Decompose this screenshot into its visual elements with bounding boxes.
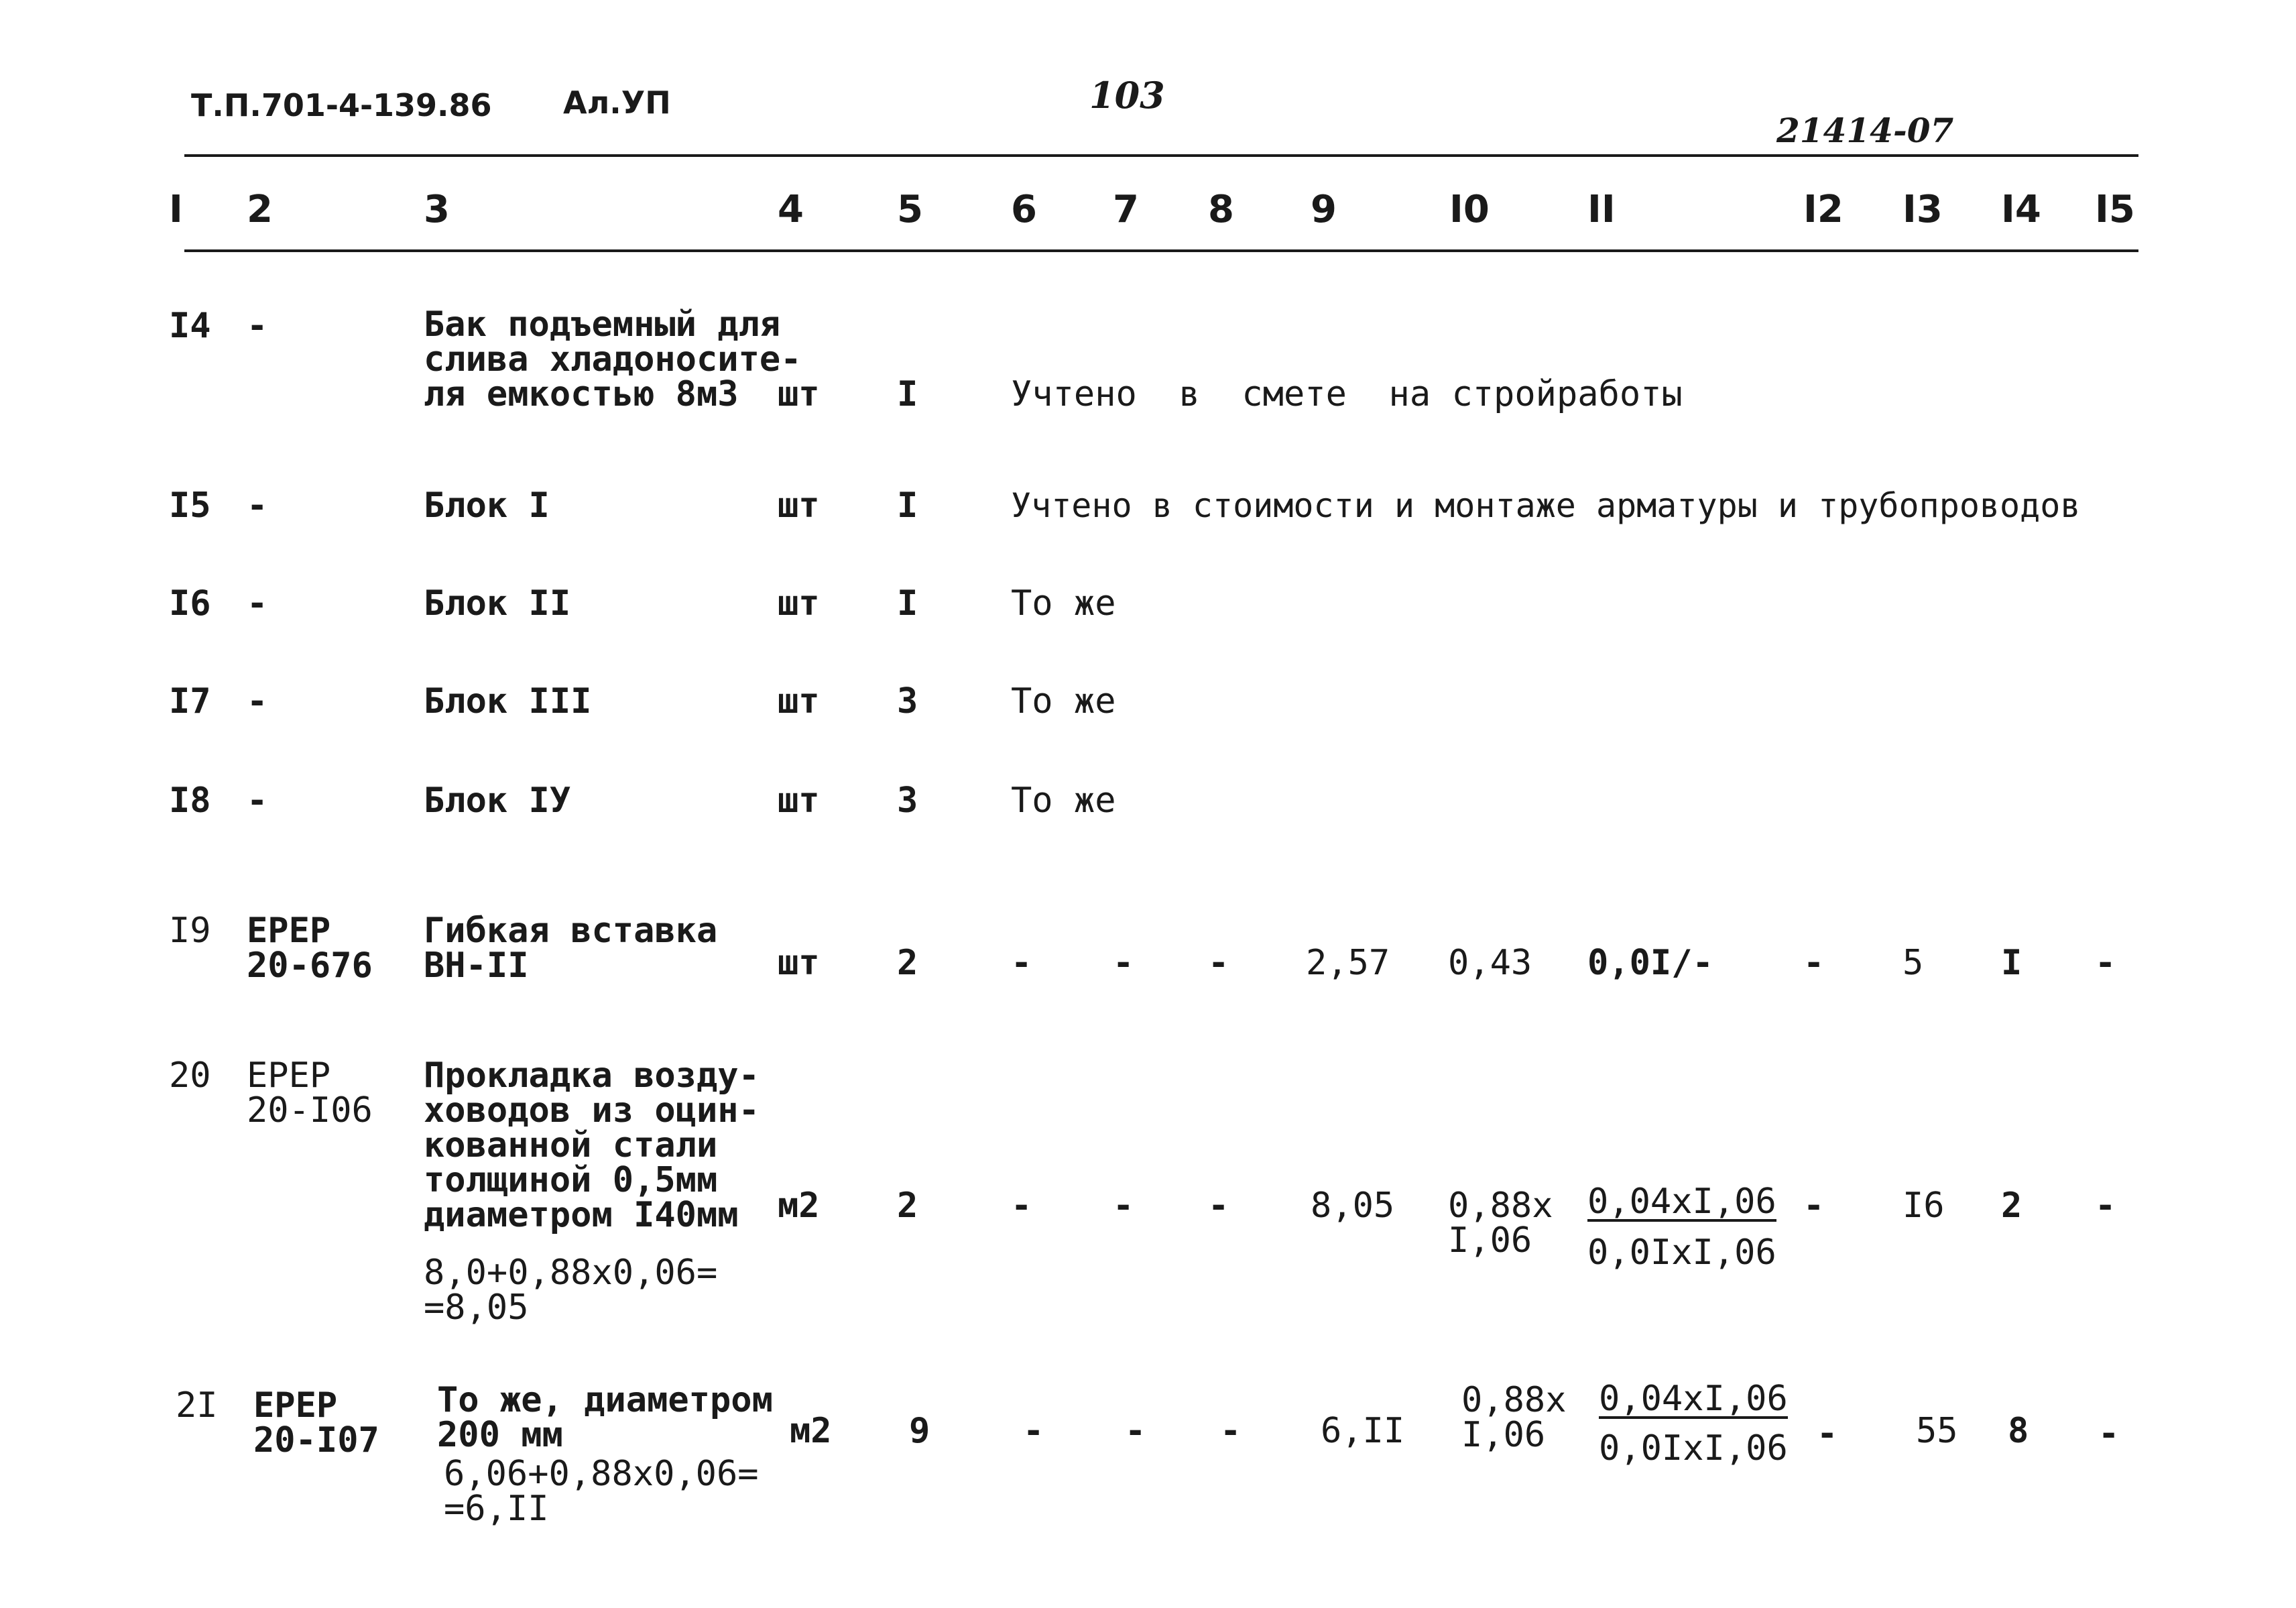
row-qty: I <box>897 485 918 526</box>
col-heading-12: I2 <box>1803 188 1844 231</box>
row-number: 20 <box>169 1055 211 1096</box>
row-unit: шт <box>778 781 820 821</box>
row-code: - <box>247 681 268 722</box>
row-col8: - <box>1220 1411 1242 1451</box>
inventory-number: 21414-07 <box>1776 111 1954 150</box>
row-col6: - <box>1011 1186 1032 1226</box>
row-qty: 2 <box>897 943 918 983</box>
row-qty: 9 <box>909 1411 930 1451</box>
row-note: То же <box>1011 583 1116 624</box>
col-heading-15: I5 <box>2095 188 2135 231</box>
row-name: То же, диаметром 200 мм <box>437 1380 773 1455</box>
col-heading-6: 6 <box>1011 188 1037 231</box>
col-heading-1: I <box>169 188 183 231</box>
row-name: Гибкая вставка ВН-II <box>424 911 718 986</box>
row-col12: - <box>1803 943 1825 983</box>
row-col12: - <box>1803 1186 1825 1226</box>
row-col14: 8 <box>2008 1411 2029 1451</box>
row-col6: - <box>1011 943 1032 983</box>
col-heading-10: I0 <box>1449 188 1490 231</box>
row-formula: 6,06+0,88х0,06= =6,II <box>444 1454 759 1529</box>
row-col9: 2,57 <box>1306 943 1390 983</box>
row-col11-bottom: 0,0IхI,06 <box>1587 1232 1776 1273</box>
row-note: Учтено в стоимости и монтаже арматуры и трубопроводов <box>1011 486 2081 525</box>
row-col11-top: 0,04хI,06 <box>1587 1182 1776 1222</box>
row-col15: - <box>2095 943 2116 983</box>
row-code: - <box>247 306 268 346</box>
album-number: Ал.УП <box>563 84 671 121</box>
row-col12: - <box>1817 1414 1838 1454</box>
row-number: I5 <box>169 485 211 526</box>
document-code: Т.П.701-4-139.86 <box>191 87 492 123</box>
row-code: - <box>247 781 268 821</box>
row-col13: 55 <box>1916 1411 1958 1451</box>
row-col13: I6 <box>1902 1186 1945 1226</box>
row-col7: - <box>1113 943 1134 983</box>
row-number: I9 <box>169 911 211 951</box>
row-qty: 3 <box>897 781 918 821</box>
row-col7: - <box>1113 1186 1134 1226</box>
row-unit: м2 <box>790 1411 832 1451</box>
row-unit: шт <box>778 374 820 414</box>
row-col8: - <box>1208 943 1229 983</box>
row-name: Блок IУ <box>424 781 571 821</box>
row-unit: шт <box>778 583 820 624</box>
row-code: - <box>247 485 268 526</box>
col-heading-13: I3 <box>1902 188 1943 231</box>
row-qty: I <box>897 374 918 414</box>
row-name: Блок III <box>424 681 592 722</box>
row-code: - <box>247 583 268 624</box>
row-col11-top: 0,04хI,06 <box>1599 1379 1788 1419</box>
row-col9: 6,II <box>1321 1411 1405 1451</box>
row-col10: 0,43 <box>1448 943 1532 983</box>
row-col14: I <box>2001 943 2022 983</box>
row-code: ЕРЕР 20-676 <box>247 911 373 986</box>
row-col8: - <box>1208 1186 1229 1226</box>
row-qty: 3 <box>897 681 918 722</box>
col-heading-3: 3 <box>424 188 450 231</box>
row-code: ЕРЕР 20-I07 <box>253 1385 379 1460</box>
row-col11-bottom: 0,0IхI,06 <box>1599 1428 1788 1469</box>
row-note: То же <box>1011 781 1116 821</box>
row-col10: 0,88х I,06 <box>1448 1186 1553 1261</box>
row-code: ЕРЕР 20-I06 <box>247 1055 373 1131</box>
row-name: Блок II <box>424 583 571 624</box>
row-qty: I <box>897 583 918 624</box>
row-col10: 0,88х I,06 <box>1461 1380 1567 1455</box>
col-heading-11: II <box>1587 188 1616 231</box>
row-number: 2I <box>176 1385 218 1426</box>
row-name: Прокладка возду- ховодов из оцин- кованной стали толщиной 0,5мм диаметром I40мм <box>424 1055 760 1235</box>
row-col14: 2 <box>2001 1186 2022 1226</box>
row-col15: - <box>2098 1414 2120 1454</box>
row-col6: - <box>1023 1411 1044 1451</box>
row-number: I8 <box>169 781 211 821</box>
row-col11: 0,0I/- <box>1587 943 1713 983</box>
row-number: I4 <box>169 306 211 346</box>
col-heading-5: 5 <box>897 188 923 231</box>
col-heading-2: 2 <box>247 188 273 231</box>
row-unit: шт <box>778 681 820 722</box>
row-col7: - <box>1125 1411 1146 1451</box>
col-heading-4: 4 <box>778 188 804 231</box>
col-heading-7: 7 <box>1113 188 1139 231</box>
row-qty: 2 <box>897 1186 918 1226</box>
row-unit: шт <box>778 485 820 526</box>
row-unit: м2 <box>778 1186 820 1226</box>
row-unit: шт <box>778 943 820 983</box>
row-number: I7 <box>169 681 211 722</box>
col-heading-8: 8 <box>1208 188 1234 231</box>
row-col9: 8,05 <box>1311 1186 1395 1226</box>
col-heading-14: I4 <box>2001 188 2041 231</box>
row-formula: 8,0+0,88х0,06= =8,05 <box>424 1253 718 1328</box>
row-name: Блок I <box>424 485 550 526</box>
row-col15: - <box>2095 1186 2116 1226</box>
row-note: Учтено в смете на стройработы <box>1011 374 1683 414</box>
row-note: То же <box>1011 681 1116 722</box>
row-col13: 5 <box>1902 943 1924 983</box>
row-number: I6 <box>169 583 211 624</box>
col-heading-9: 9 <box>1311 188 1337 231</box>
header-rule-bottom <box>184 249 2138 252</box>
page-number: 103 <box>1089 74 1165 117</box>
header-rule-top <box>184 154 2138 157</box>
row-name: Бак подъемный для слива хладоносите- ля емкостью 8м3 <box>424 304 802 414</box>
